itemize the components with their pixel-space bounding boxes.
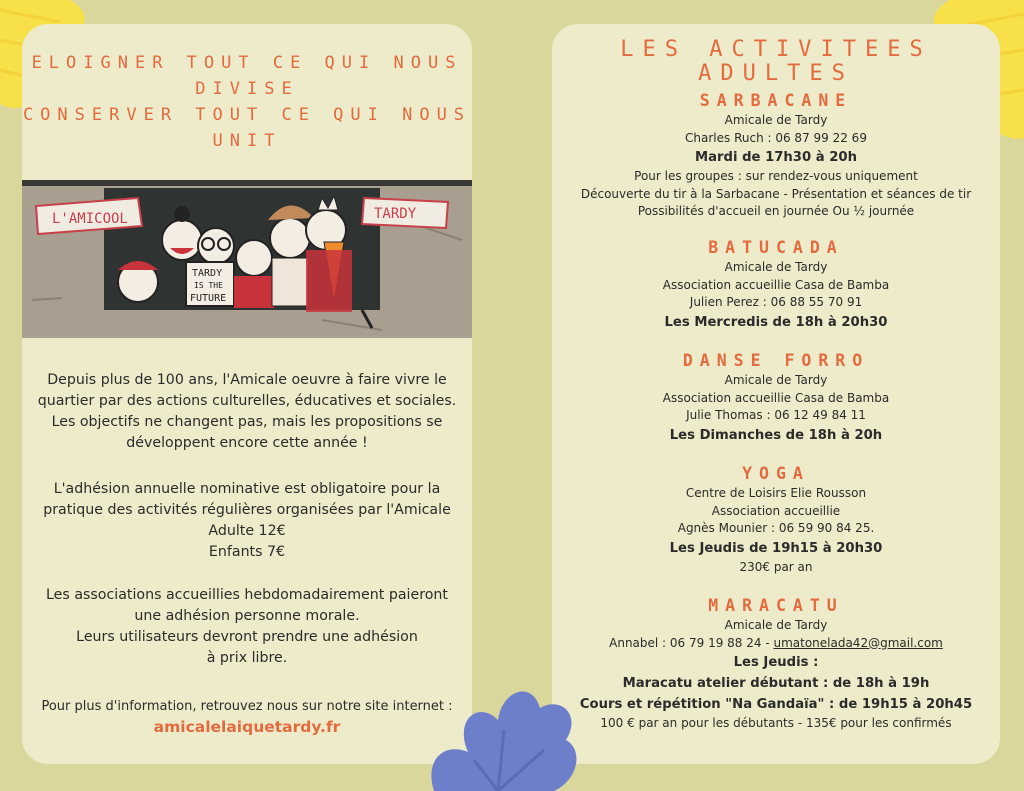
forro-location: Amicale de Tardy: [724, 373, 828, 387]
intro-line-1: Depuis plus de 100 ans, l'Amicale oeuvre à faire vivre le: [47, 372, 447, 388]
info-line: Pour plus d'information, retrouvez nous sur notre site internet :: [41, 699, 453, 714]
section-maracatu: [552, 595, 1000, 733]
maracatu-contact: [552, 635, 1000, 653]
maracatu-price: 100 € par an pour les débutants - 135€ pour les confirmés: [600, 716, 952, 730]
section-yoga: [552, 463, 1000, 576]
motto-line-3: CONSERVER TOUT CE QUI NOUS: [22, 105, 472, 125]
intro-line-4: développent encore cette année !: [126, 435, 368, 451]
associations-line-2: une adhésion personne morale.: [134, 608, 360, 624]
sarbacane-location: Amicale de Tardy: [724, 113, 828, 127]
forro-heading: DANSE FORRO: [682, 351, 870, 370]
maracatu-location: Amicale de Tardy: [724, 618, 828, 632]
batucada-heading: BATUCADA: [708, 238, 844, 257]
mural-banner-right: TARDY: [374, 206, 417, 222]
maracatu-heading: MARACATU: [708, 596, 844, 615]
motto-line-4: UNIT: [212, 131, 282, 151]
yoga-schedule: Les Jeudis de 19h15 à 20h30: [669, 540, 883, 556]
mural-sign-line-2: IS THE: [194, 281, 223, 290]
batucada-association: Association accueillie Casa de Bamba: [662, 277, 890, 292]
maracatu-email-link[interactable]: umatonelada42@gmail.com: [773, 635, 943, 650]
mural-sign-line-1: TARDY: [192, 268, 223, 279]
membership-text: [22, 479, 472, 563]
mural-image: [22, 180, 472, 338]
section-sarbacane: [552, 90, 1000, 221]
motto: [22, 50, 472, 154]
left-panel: [22, 24, 472, 764]
section-batucada: [552, 237, 1000, 333]
activities-title-line-2: ADULTES: [698, 61, 854, 86]
associations-line-4: à prix libre.: [206, 650, 288, 666]
mural-sign-line-3: FUTURE: [190, 293, 227, 304]
associations-text: [22, 585, 472, 669]
membership-line-2: pratique des activités régulières organisées par l'Amicale: [43, 502, 451, 518]
forro-contact: Julie Thomas : 06 12 49 84 11: [686, 408, 866, 422]
membership-child-price: Enfants 7€: [208, 544, 286, 560]
section-forro: [552, 350, 1000, 446]
blue-leaf-bottom-icon: [414, 680, 584, 791]
mural-banner-left: L'AMICOOL: [52, 211, 128, 227]
associations-line-1: Les associations accueillies hebdomadairement paieront: [46, 587, 448, 603]
yoga-contact: Agnès Mounier : 06 59 90 84 25.: [677, 521, 875, 535]
website-link[interactable]: amicalelaiquetardy.fr: [153, 718, 341, 736]
batucada-schedule: Les Mercredis de 18h à 20h30: [664, 314, 888, 330]
membership-line-1: L'adhésion annuelle nominative est obligatoire pour la: [53, 481, 441, 497]
intro-text: [22, 370, 472, 454]
associations-line-3: Leurs utilisateurs devront prendre une adhésion: [76, 629, 418, 645]
maracatu-phone: Annabel : 06 79 19 88 24 -: [609, 635, 774, 650]
batucada-contact: Julien Perez : 06 88 55 70 91: [689, 295, 863, 309]
forro-association: Association accueillie Casa de Bamba: [662, 390, 890, 405]
motto-line-2: DIVISE: [195, 79, 299, 99]
yoga-price: 230€ par an: [739, 559, 813, 574]
membership-adult-price: Adulte 12€: [208, 523, 286, 539]
sarbacane-availability: Possibilités d'accueil en journée Ou ½ journée: [637, 204, 915, 218]
sarbacane-schedule: Mardi de 17h30 à 20h: [695, 150, 857, 165]
activities-title: [552, 38, 1000, 86]
batucada-location: Amicale de Tardy: [724, 260, 828, 274]
sarbacane-description: Découverte du tir à la Sarbacane - Présentation et séances de tir: [580, 186, 972, 201]
sarbacane-contact: Charles Ruch : 06 87 99 22 69: [685, 130, 867, 145]
info-text: [22, 696, 472, 739]
sarbacane-groups: Pour les groupes : sur rendez-vous uniquement: [634, 169, 918, 183]
yoga-association: Association accueillie: [711, 503, 841, 518]
motto-line-1: ELOIGNER TOUT CE QUI NOUS: [31, 53, 463, 73]
maracatu-beginner-schedule: Maracatu atelier débutant : de 18h à 19h: [622, 676, 930, 691]
intro-line-3: Les objectifs ne changent pas, mais les propositions se: [51, 414, 443, 430]
forro-schedule: Les Dimanches de 18h à 20h: [669, 427, 883, 443]
sarbacane-heading: SARBACANE: [699, 91, 853, 110]
intro-line-2: quartier par des actions culturelles, éducatives et sociales.: [37, 393, 457, 409]
activities-title-line-1: LES ACTIVITEES: [620, 37, 932, 62]
maracatu-days: Les Jeudis :: [733, 655, 819, 670]
yoga-location: Centre de Loisirs Elie Rousson: [685, 486, 867, 500]
maracatu-rehearsal-schedule: Cours et répétition "Na Gandaïa" : de 19h15 à 20h45: [579, 697, 973, 712]
right-panel: [552, 24, 1000, 764]
yoga-heading: YOGA: [742, 464, 810, 483]
